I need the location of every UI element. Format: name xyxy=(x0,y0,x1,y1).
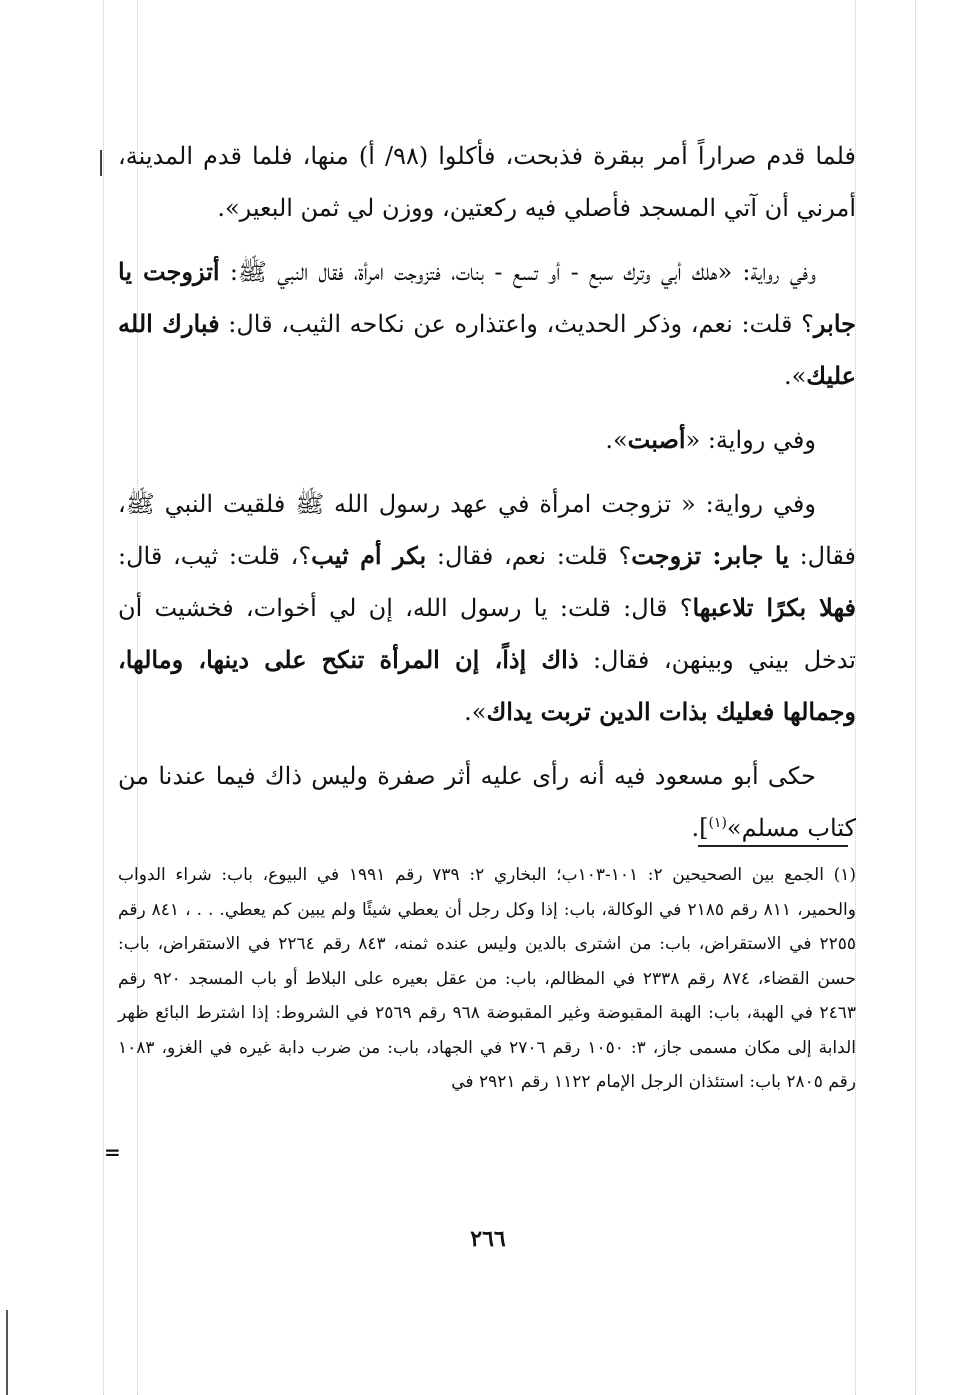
paragraph-text: ؟ قلت: نعم، فقال: xyxy=(426,542,632,570)
bold-quote: يا جابر: تزوجت xyxy=(631,541,789,570)
paragraph-text: ». xyxy=(464,698,487,726)
paragraph-text: وفي رواية: « xyxy=(685,426,816,454)
bold-quote: بكر أم ثيب xyxy=(311,541,427,570)
paragraph-2 xyxy=(118,246,856,402)
paragraph-text: ». xyxy=(783,362,807,390)
paragraph-text: حكى أبو مسعود فيه أنه رأى عليه أثر صفرة وليس ذاك فيما عندنا من كتاب مسلم» xyxy=(118,762,856,842)
footnote xyxy=(118,858,856,1100)
margin-mark xyxy=(100,150,102,176)
paragraph-text: وفي رواية: «هلك أبي وترك سبع - أو تسع - بنات، فتزوجت امرأة، فقال النبي ﷺ: xyxy=(219,258,816,286)
paragraph-text: ؟، قلت: ثيب، قال: xyxy=(118,542,312,570)
scan-guide-line xyxy=(915,0,916,1395)
paragraph-3 xyxy=(118,414,856,466)
footnote-text: (١) الجمع بين الصحيحين ٢: ١٠١-١٠٣ب؛ البخاري ٢: ٧٣٩ رقم ١٩٩١ في البيوع، باب: شراء الدواب والحمير، ٨١١ رقم ٢١٨٥ في الوكالة، باب: إذا وكل رجل أن يعطي شيئًا ولم يبين كم يعطي. . . ، ٨٤١ رقم ٢٢٥٥ في الاستقراض، باب: من اشترى بالدين وليس عنده ثمنه، ٨٤٣ رقم ٢٢٦٤ في الاستقراض، باب: حسن القضاء، ٨٧٤ رقم ٢٣٣٨ في المظالم، باب: من عقل بعيره على البلاط أو باب المسجد ٩٢٠ رقم ٢٤٦٣ في الهبة، باب: الهبة المقبوضة وغير المقبوضة ٩٦٨ رقم ٢٥٦٩ في الشروط: إذا اشترط البائع ظهر الدابة إلى مكان مسمى جاز، ٣: ١٠٥٠ رقم ٢٧٠٦ في الجهاد، باب: من ضرب دابة غيره في الغزو، ١٠٨٣ رقم ٢٨٠٥ باب: استئذان الرجل الإمام ١١٢٢ رقم ٢٩٢١ في xyxy=(118,865,856,1092)
bold-quote: فبارك الله عليك xyxy=(118,309,856,390)
bold-quote: ذاك إذاً، إن المرأة تنكح على دينها، ومالها، وجمالها فعليك بذات الدين تربت يداك xyxy=(118,645,856,726)
paragraph-text: ]. xyxy=(691,814,709,842)
bold-quote: أصبت xyxy=(627,425,686,454)
paragraph-text: ». xyxy=(605,426,628,454)
main-text xyxy=(118,130,856,866)
footnote-continuation-marker: = xyxy=(104,1140,121,1164)
footnote-separator xyxy=(698,845,848,847)
page-number: ٢٦٦ xyxy=(470,1226,506,1252)
footnote-reference[interactable]: (١) xyxy=(708,815,727,831)
paragraph-text: فلما قدم صراراً أمر ببقرة فذبحت، فأكلوا (٩٨/ أ) منها، فلما قدم المدينة، أمرني أن آتي المسجد فأصلي فيه ركعتين، ووزن لي ثمن البعير». xyxy=(118,142,856,222)
bold-quote: أتزوجت يا جابر xyxy=(118,257,856,338)
scan-edge-mark xyxy=(6,1310,8,1395)
paragraph-text: ؟ قال: قلت: يا رسول الله، إن لي أخوات، فخشيت أن تدخل بيني وبينهن، فقال: xyxy=(118,594,856,674)
paragraph-text: ؟ قلت: نعم، وذكر الحديث، واعتذاره عن نكاحه الثيب، قال: xyxy=(219,310,814,338)
bold-quote: فهلا بكرًا تلاعبها xyxy=(692,593,856,622)
paragraph-text: وفي رواية: « تزوجت امرأة في عهد رسول الله ﷺ فلقيت النبي ﷺ، فقال: xyxy=(118,490,857,570)
paragraph-5 xyxy=(118,750,856,854)
paragraph-4 xyxy=(118,478,856,738)
scan-guide-line xyxy=(103,0,104,1395)
paragraph-1 xyxy=(118,130,856,234)
